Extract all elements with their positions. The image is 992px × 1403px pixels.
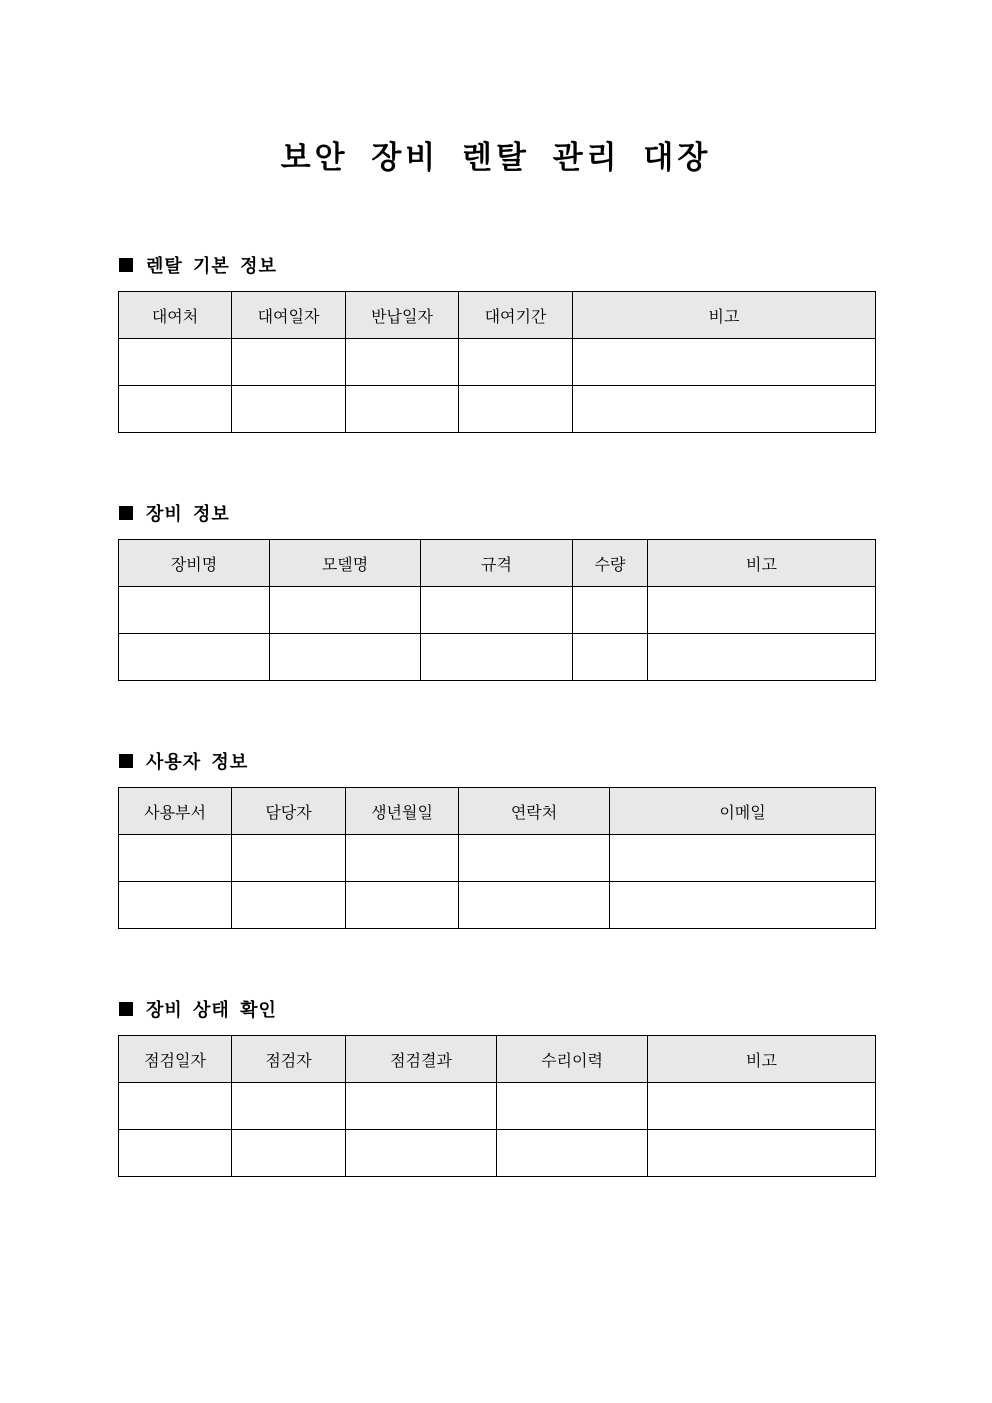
table-cell[interactable] (648, 634, 876, 681)
table-cell[interactable] (270, 634, 421, 681)
column-header: 반납일자 (346, 292, 459, 339)
column-header: 점검자 (232, 1036, 346, 1083)
section-heading (118, 996, 875, 1022)
table-cell[interactable] (346, 386, 459, 433)
table-cell[interactable] (232, 882, 346, 929)
table-cell[interactable] (573, 386, 876, 433)
black-square-icon (119, 258, 133, 272)
table-cell[interactable] (119, 882, 232, 929)
column-header: 장비명 (119, 540, 270, 587)
table-cell[interactable] (346, 882, 459, 929)
table-cell[interactable] (610, 835, 876, 882)
section-heading (118, 748, 875, 774)
column-header: 대여기간 (459, 292, 573, 339)
table-cell[interactable] (119, 587, 270, 634)
table-row (119, 634, 876, 681)
table-cell[interactable] (421, 634, 573, 681)
table-cell[interactable] (346, 339, 459, 386)
table-row (119, 882, 876, 929)
column-header: 비고 (573, 292, 876, 339)
column-header: 규격 (421, 540, 573, 587)
table-header-row (119, 540, 876, 587)
table-cell[interactable] (232, 386, 346, 433)
page-title: 보안 장비 렌탈 관리 대장 (280, 140, 712, 176)
table-cell[interactable] (459, 835, 610, 882)
table-cell[interactable] (573, 587, 648, 634)
column-header: 비고 (648, 1036, 876, 1083)
table-cell[interactable] (346, 835, 459, 882)
section-heading-label: 렌탈 기본 정보 (146, 256, 277, 277)
table-cell[interactable] (119, 339, 232, 386)
table-header-row (119, 788, 876, 835)
column-header: 대여일자 (232, 292, 346, 339)
section-user-info (118, 748, 875, 929)
table-cell[interactable] (119, 386, 232, 433)
column-header: 비고 (648, 540, 876, 587)
table-cell[interactable] (232, 339, 346, 386)
column-header: 점검일자 (119, 1036, 232, 1083)
section-heading (118, 500, 875, 526)
table-cell[interactable] (648, 1083, 876, 1130)
table-cell[interactable] (119, 1083, 232, 1130)
column-header: 대여처 (119, 292, 232, 339)
section-heading-label: 장비 상태 확인 (146, 1000, 277, 1021)
table-row (119, 1130, 876, 1177)
column-header: 담당자 (232, 788, 346, 835)
equipment-info-table (118, 539, 876, 681)
table-cell[interactable] (459, 882, 610, 929)
table-cell[interactable] (459, 339, 573, 386)
table-cell[interactable] (497, 1130, 648, 1177)
column-header: 수량 (573, 540, 648, 587)
column-header: 연락처 (459, 788, 610, 835)
column-header: 이메일 (610, 788, 876, 835)
table-header-row (119, 1036, 876, 1083)
table-row (119, 835, 876, 882)
table-cell[interactable] (119, 835, 232, 882)
section-heading-label: 사용자 정보 (146, 752, 249, 773)
table-cell[interactable] (346, 1083, 497, 1130)
section-heading-label: 장비 정보 (146, 504, 230, 525)
table-cell[interactable] (573, 634, 648, 681)
table-cell[interactable] (573, 339, 876, 386)
table-cell[interactable] (232, 1083, 346, 1130)
column-header: 점검결과 (346, 1036, 497, 1083)
table-cell[interactable] (119, 634, 270, 681)
table-header-row (119, 292, 876, 339)
section-rental-basic-info (118, 252, 875, 433)
column-header: 사용부서 (119, 788, 232, 835)
table-cell[interactable] (421, 587, 573, 634)
table-cell[interactable] (648, 587, 876, 634)
table-cell[interactable] (346, 1130, 497, 1177)
table-cell[interactable] (459, 386, 573, 433)
table-row (119, 339, 876, 386)
black-square-icon (119, 754, 133, 768)
column-header: 모델명 (270, 540, 421, 587)
black-square-icon (119, 1002, 133, 1016)
section-equipment-info (118, 500, 875, 681)
table-cell[interactable] (270, 587, 421, 634)
black-square-icon (119, 506, 133, 520)
table-cell[interactable] (648, 1130, 876, 1177)
section-heading (118, 252, 875, 278)
table-row (119, 386, 876, 433)
table-row (119, 1083, 876, 1130)
section-equipment-status-check (118, 996, 875, 1177)
table-cell[interactable] (497, 1083, 648, 1130)
table-cell[interactable] (119, 1130, 232, 1177)
table-cell[interactable] (610, 882, 876, 929)
table-cell[interactable] (232, 835, 346, 882)
user-info-table (118, 787, 876, 929)
rental-info-table (118, 291, 876, 433)
status-check-table (118, 1035, 876, 1177)
table-row (119, 587, 876, 634)
column-header: 생년월일 (346, 788, 459, 835)
table-cell[interactable] (232, 1130, 346, 1177)
column-header: 수리이력 (497, 1036, 648, 1083)
